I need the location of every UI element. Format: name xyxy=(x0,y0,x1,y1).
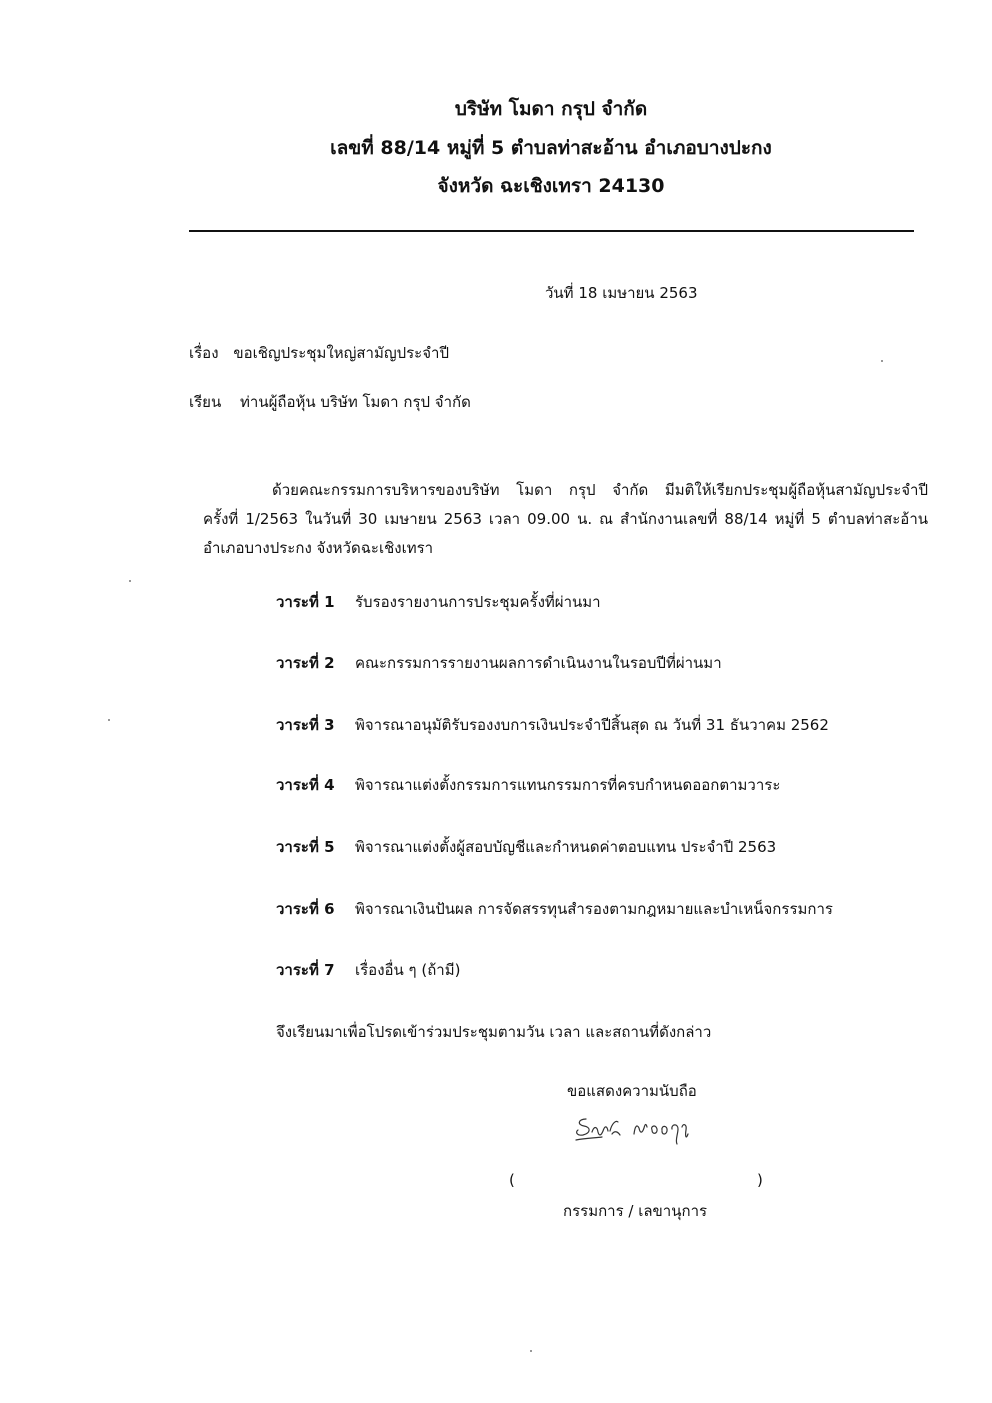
scan-speck xyxy=(129,580,131,582)
agenda-number: วาระที่ 4 xyxy=(276,776,335,794)
agenda-text: พิจารณาแต่งตั้งกรรมการแทนกรรมการที่ครบกำหนดออกตามวาระ xyxy=(355,776,781,794)
scan-speck xyxy=(881,360,883,362)
agenda-number: วาระที่ 5 xyxy=(276,838,335,856)
signature-open-paren: ( xyxy=(509,1171,515,1189)
agenda-item xyxy=(276,835,776,859)
addressee-text: ท่านผู้ถือหุ้น บริษัท โมดา กรุป จำกัด xyxy=(240,393,471,411)
regards-line: ขอแสดงความนับถือ xyxy=(567,1082,697,1100)
subject-label: เรื่อง xyxy=(189,344,219,362)
company-name: บริษัท โมดา กรุป จำกัด xyxy=(454,98,648,120)
agenda-item xyxy=(276,590,601,614)
agenda-number: วาระที่ 7 xyxy=(276,961,335,979)
body-line-2: ครั้งที่ 1/2563 ในวันที่ 30 เมษายน 2563 เวลา 09.00 น. ณ สำนักงานเลขที่ 88/14 หมู่ที่ 5 ตำบลท่าสะอ้าน xyxy=(203,510,928,528)
agenda-text: เรื่องอื่น ๆ (ถ้ามี) xyxy=(355,961,461,979)
body-line-3: อำเภอบางประกง จังหวัดฉะเชิงเทรา xyxy=(203,539,434,557)
agenda-item xyxy=(276,897,833,921)
agenda-number: วาระที่ 3 xyxy=(276,716,335,734)
subject-text: ขอเชิญประชุมใหญ่สามัญประจำปี xyxy=(233,344,449,362)
agenda-number: วาระที่ 6 xyxy=(276,900,335,918)
agenda-item xyxy=(276,713,829,737)
scan-speck xyxy=(108,719,110,721)
agenda-text: พิจารณาแต่งตั้งผู้สอบบัญชีและกำหนดค่าตอบแทน ประจำปี 2563 xyxy=(355,838,777,856)
addressee-label: เรียน xyxy=(189,393,222,411)
handwritten-signature xyxy=(572,1110,722,1148)
agenda-number: วาระที่ 1 xyxy=(276,593,335,611)
signatory-title: กรรมการ / เลขานุการ xyxy=(563,1202,708,1220)
agenda-text: พิจารณาเงินปันผล การจัดสรรทุนสำรองตามกฎหมายและบำเหน็จกรรมการ xyxy=(355,900,833,918)
agenda-item xyxy=(276,773,780,797)
agenda-number: วาระที่ 2 xyxy=(276,654,335,672)
header-divider xyxy=(189,230,914,232)
agenda-text: รับรองรายงานการประชุมครั้งที่ผ่านมา xyxy=(355,593,601,611)
company-address: เลขที่ 88/14 หมู่ที่ 5 ตำบลท่าสะอ้าน อำเภอบางปะกง xyxy=(330,137,772,159)
company-province: จังหวัด ฉะเชิงเทรา 24130 xyxy=(437,175,665,197)
agenda-item xyxy=(276,651,722,675)
addressee-line xyxy=(189,390,471,414)
signature-close-paren: ) xyxy=(757,1171,763,1189)
scan-speck xyxy=(530,1350,532,1352)
agenda-text: พิจารณาอนุมัติรับรองงบการเงินประจำปีสิ้นสุด ณ วันที่ 31 ธันวาคม 2562 xyxy=(355,716,829,734)
agenda-item xyxy=(276,958,460,982)
letter-date: วันที่ 18 เมษายน 2563 xyxy=(545,284,698,302)
agenda-text: คณะกรรมการรายงานผลการดำเนินงานในรอบปีที่ผ่านมา xyxy=(355,654,722,672)
subject-line xyxy=(189,341,449,365)
closing-line: จึงเรียนมาเพื่อโปรดเข้าร่วมประชุมตามวัน เวลา และสถานที่ดังกล่าว xyxy=(276,1023,712,1041)
body-line-1: ด้วยคณะกรรมการบริหารของบริษัท โมดา กรุป จำกัด มีมติให้เรียกประชุมผู้ถือหุ้นสามัญประจำปี xyxy=(272,481,928,499)
